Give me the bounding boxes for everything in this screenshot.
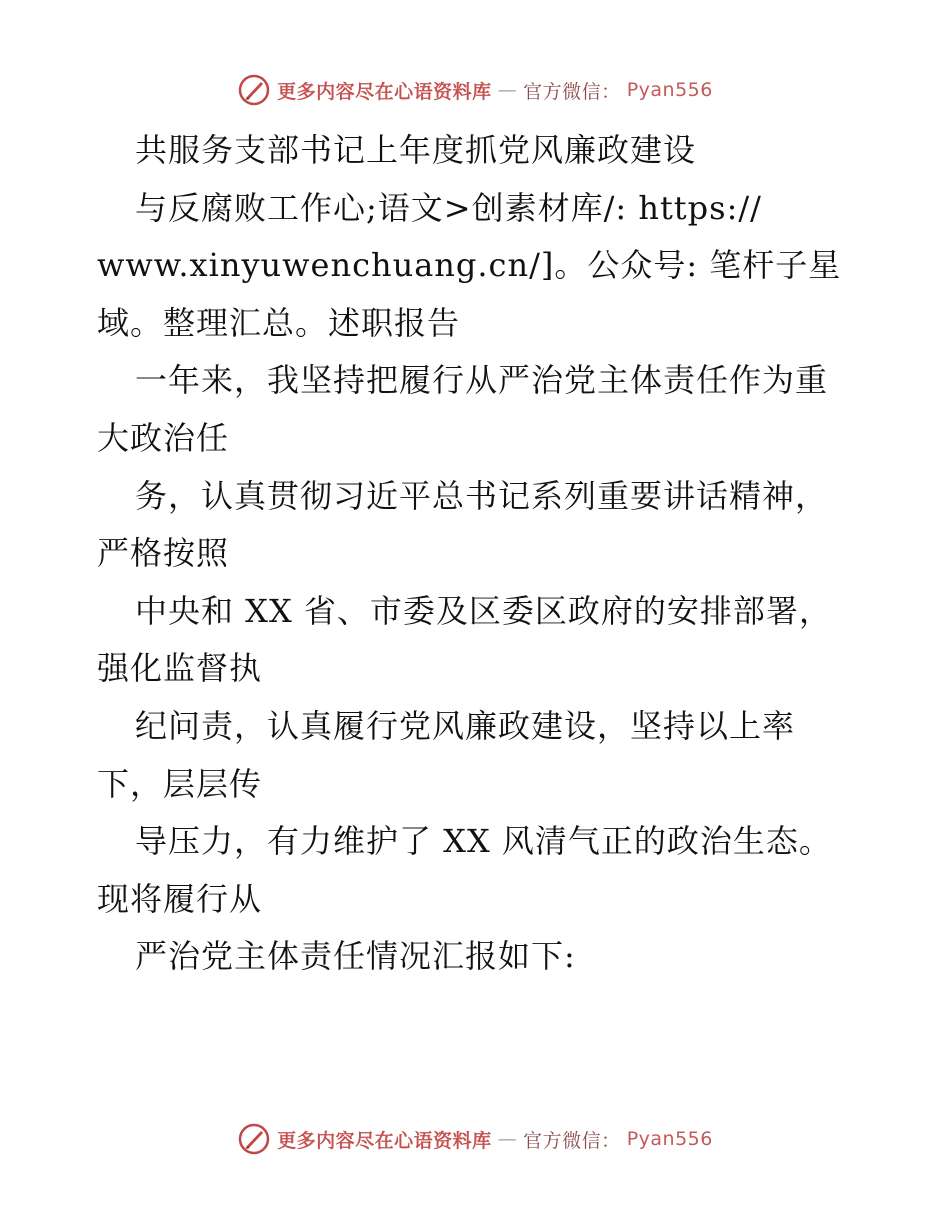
doc-line: 强化监督执: [97, 649, 263, 688]
watermark-label: 官方微信：: [523, 80, 621, 103]
doc-line: 与反腐败工作心;语文>创素材库/: https://: [135, 188, 762, 227]
doc-line: 纪问责，认真履行党风廉政建设，坚持以上率: [135, 706, 796, 745]
watermark-brand: 更多内容尽在心语资料库: [277, 80, 492, 103]
footer-watermark: [0, 1122, 950, 1156]
doc-line: 共服务支部书记上年度抓党风廉政建设: [135, 131, 697, 169]
doc-line: 一年来，我坚持把履行从严治党主体责任作为重: [135, 361, 829, 400]
quill-logo-icon: [237, 73, 271, 107]
doc-line: 务，认真贯彻习近平总书记系列重要讲话精神，: [135, 476, 829, 515]
doc-line: 域。整理汇总。述职报告: [97, 303, 461, 342]
doc-line: 现将履行从: [97, 879, 263, 918]
watermark-wechat-id: Pyan556: [626, 79, 713, 101]
header-watermark: [0, 73, 950, 107]
doc-line: 严治党主体责任情况汇报如下:: [135, 937, 576, 976]
doc-line: 大政治任: [97, 418, 230, 457]
quill-logo-icon: [237, 1122, 271, 1156]
doc-line: 中央和 XX 省、市委及区委区政府的安排部署，: [135, 591, 832, 630]
doc-line: www.xinyuwenchuang.cn/]。公众号: 笔杆子星: [97, 246, 842, 285]
doc-line: 严格按照: [97, 534, 230, 573]
doc-line: 下，层层传: [97, 764, 263, 803]
watermark-dash: —: [497, 79, 518, 101]
document-body: [97, 122, 877, 986]
watermark-dash: —: [497, 1128, 518, 1150]
watermark-brand: 更多内容尽在心语资料库: [277, 1129, 492, 1152]
doc-line: 导压力，有力维护了 XX 风清气正的政治生态。: [135, 822, 832, 861]
watermark-label: 官方微信：: [523, 1129, 621, 1152]
watermark-wechat-id: Pyan556: [626, 1128, 713, 1150]
